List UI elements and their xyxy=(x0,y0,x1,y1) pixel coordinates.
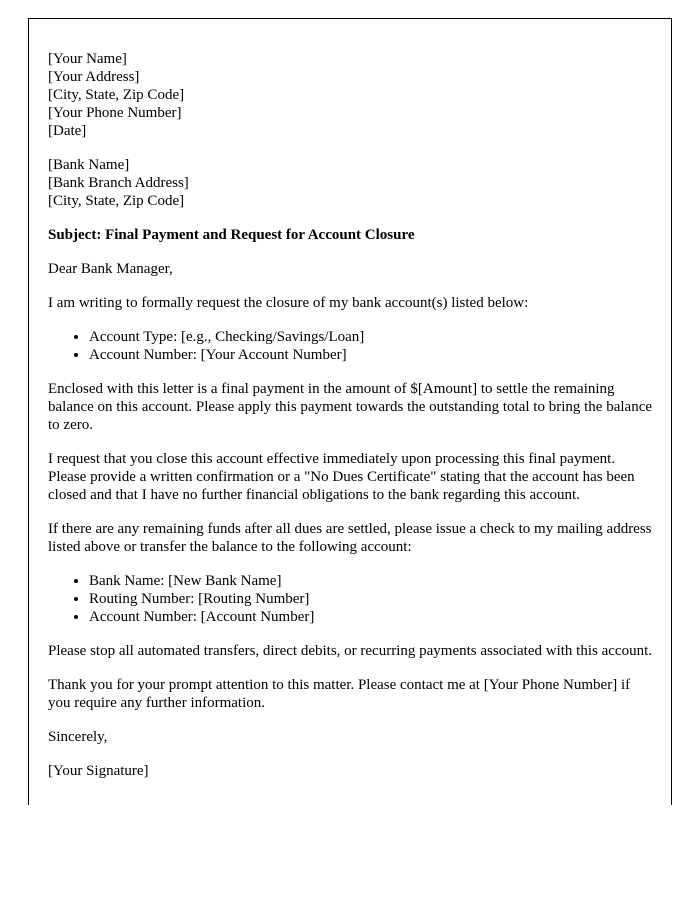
salutation: Dear Bank Manager, xyxy=(48,261,173,277)
transfer-details-list xyxy=(48,572,652,626)
bank-branch-line: [Bank Branch Address] xyxy=(48,175,189,191)
account-number-item: • Account Number: [Your Account Number] xyxy=(89,346,652,364)
bank-city-line: [City, State, Zip Code] xyxy=(48,193,185,209)
closure-paragraph: I request that you close this account effective immediately upon processing this final payment. Please provide a written confirmation or a "No Dues Certificate" stating that the account has been closed and that I have no further financial obligations to the bank regarding this account. xyxy=(48,451,635,503)
sender-address-line: [Your Address] xyxy=(48,69,140,85)
new-bank-name-item: • Bank Name: [New Bank Name] xyxy=(89,572,652,590)
subject-line: Subject: Final Payment and Request for Account Closure xyxy=(48,227,415,243)
stop-payments-paragraph: Please stop all automated transfers, direct debits, or recurring payments associated with this account. xyxy=(48,643,652,659)
recipient-address-block xyxy=(48,156,652,210)
signature-line: [Your Signature] xyxy=(48,763,149,779)
letter-document-frame xyxy=(28,18,672,805)
account-details-list xyxy=(48,328,652,364)
intro-paragraph: I am writing to formally request the closure of my bank account(s) listed below: xyxy=(48,295,529,311)
closing-line: Sincerely, xyxy=(48,729,108,745)
payment-paragraph: Enclosed with this letter is a final payment in the amount of $[Amount] to settle the remaining balance on this account. Please apply this payment towards the outstanding total to bring the balance to zero. xyxy=(48,381,653,433)
routing-number-item: • Routing Number: [Routing Number] xyxy=(89,590,652,608)
refund-paragraph: If there are any remaining funds after all dues are settled, please issue a check to my mailing address listed above or transfer the balance to the following account: xyxy=(48,521,652,555)
sender-name-line: [Your Name] xyxy=(48,51,127,67)
sender-city-line: [City, State, Zip Code] xyxy=(48,87,185,103)
account-type-item: • Account Type: [e.g., Checking/Savings/Loan] xyxy=(89,328,652,346)
thanks-paragraph: Thank you for your prompt attention to this matter. Please contact me at [Your Phone Number] if you require any further information. xyxy=(48,677,631,711)
transfer-account-number-item: • Account Number: [Account Number] xyxy=(89,608,652,626)
letter-date-line: [Date] xyxy=(48,123,87,139)
bank-name-line: [Bank Name] xyxy=(48,157,130,173)
letter-content xyxy=(29,19,671,780)
sender-phone-line: [Your Phone Number] xyxy=(48,105,182,121)
sender-address-block xyxy=(48,50,652,140)
